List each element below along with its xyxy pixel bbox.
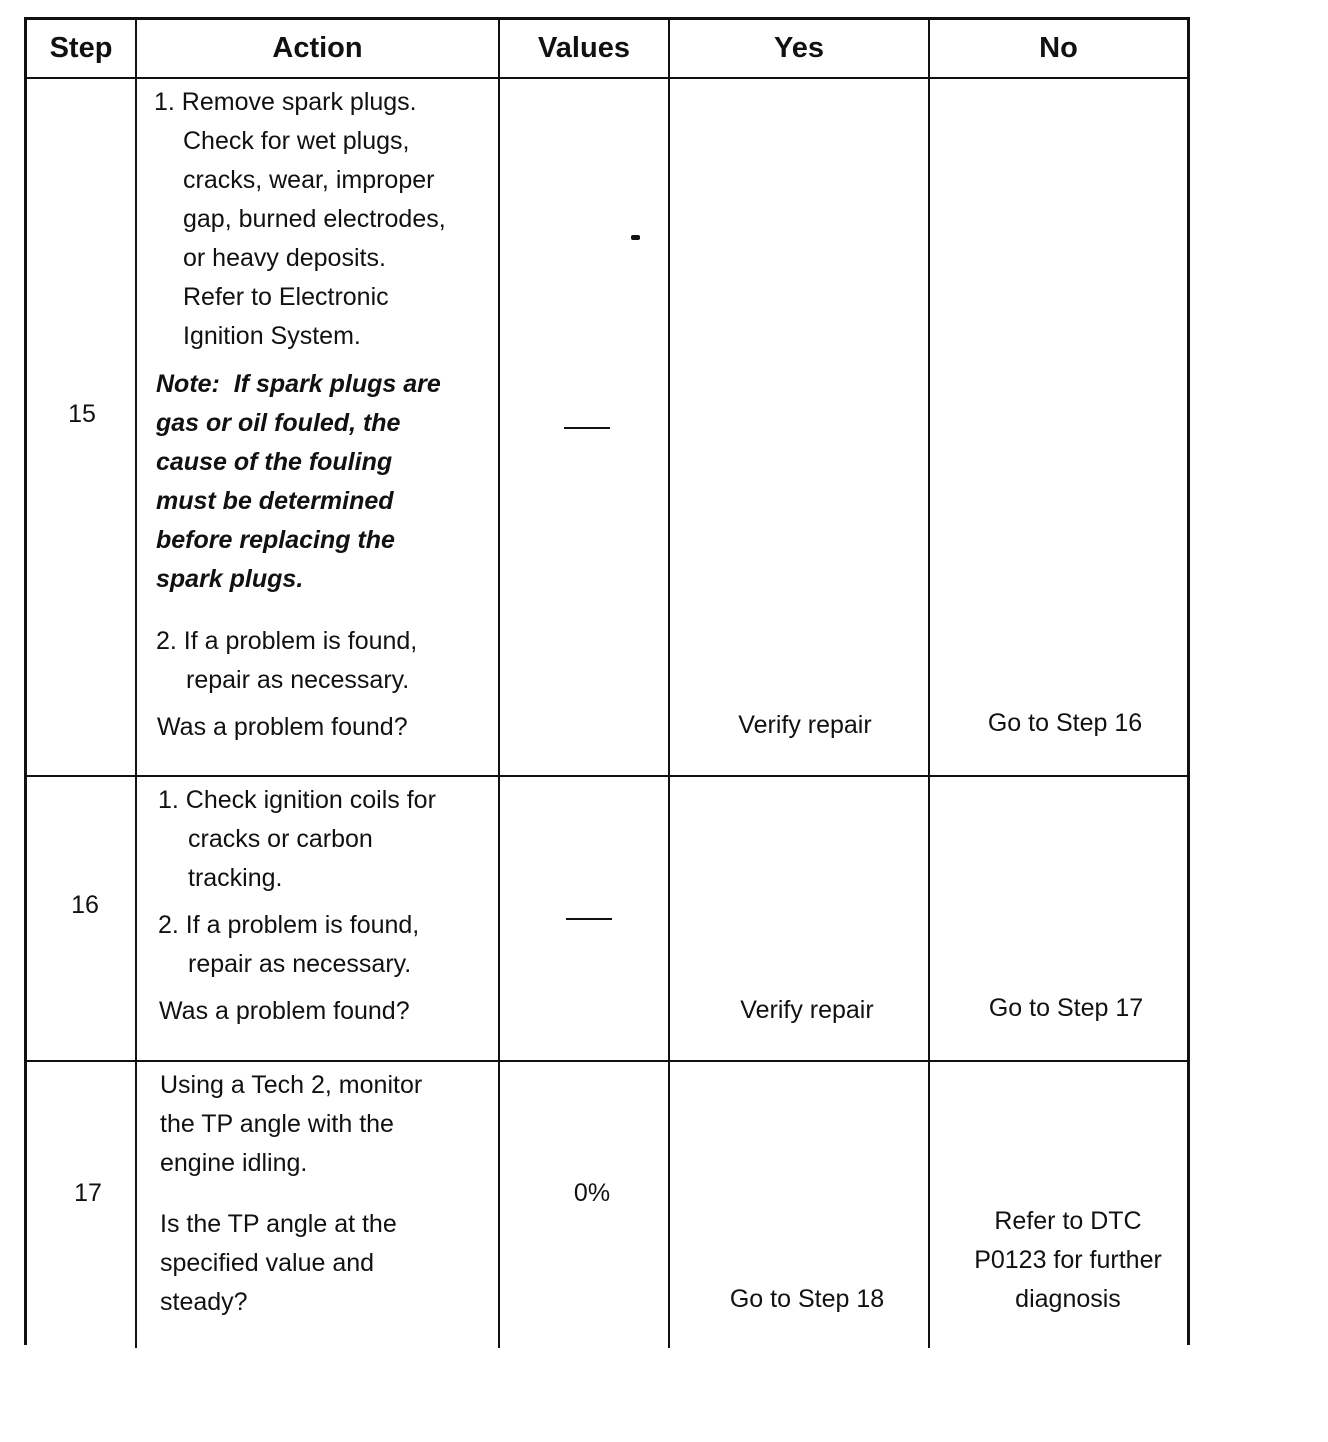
header-step: Step <box>49 32 113 64</box>
diagnostic-table <box>24 17 1190 1345</box>
column-divider <box>928 20 930 1348</box>
row-divider <box>27 1060 1187 1062</box>
action-item-1: 1. Check ignition coils for <box>158 786 436 814</box>
header-no: No <box>1039 32 1078 64</box>
no-outcome: Go to Step 16 <box>987 709 1143 737</box>
scan-speck <box>631 235 640 240</box>
action-item-2-detail: repair as necessary. <box>188 950 412 978</box>
column-divider <box>668 20 670 1348</box>
values-dash <box>566 918 612 920</box>
header-values: Values <box>538 32 630 64</box>
values-dash <box>564 427 610 429</box>
action-item-2-detail: repair as necessary. <box>186 666 410 694</box>
column-divider <box>498 20 500 1348</box>
row-divider <box>27 775 1187 777</box>
step-number: 17 <box>74 1179 102 1207</box>
action-item-1-detail: cracks or carbon tracking. <box>188 825 373 892</box>
action-question: Was a problem found? <box>159 997 410 1025</box>
action-question: Was a problem found? <box>157 713 408 741</box>
action-item-2: 2. If a problem is found, <box>158 911 420 939</box>
header-action: Action <box>272 32 363 64</box>
action-instruction: Using a Tech 2, monitor the TP angle with the engine idling. <box>160 1071 423 1177</box>
yes-outcome: Verify repair <box>738 711 872 739</box>
yes-outcome: Verify repair <box>740 996 874 1024</box>
yes-outcome: Go to Step 18 <box>729 1285 885 1313</box>
action-item-1: 1. Remove spark plugs. <box>154 88 417 116</box>
action-question: Is the TP angle at the specified value and steady? <box>160 1210 397 1316</box>
no-outcome: Go to Step 17 <box>988 994 1144 1022</box>
header-yes: Yes <box>774 32 824 64</box>
header-divider <box>27 77 1187 79</box>
action-item-2: 2. If a problem is found, <box>156 627 418 655</box>
no-outcome: Refer to DTC P0123 for further diagnosis <box>974 1207 1162 1313</box>
values-text: 0% <box>573 1179 611 1207</box>
column-divider <box>135 20 137 1348</box>
action-note: Note: If spark plugs are gas or oil fouled, the cause of the fouling must be determined before replacing the spark plugs. <box>156 370 441 593</box>
step-number: 15 <box>68 400 96 428</box>
action-item-1-detail: Check for wet plugs, cracks, wear, improper gap, burned electrodes, or heavy deposits. Refer to Electronic Ignition System. <box>183 127 446 350</box>
step-number: 16 <box>71 891 99 919</box>
